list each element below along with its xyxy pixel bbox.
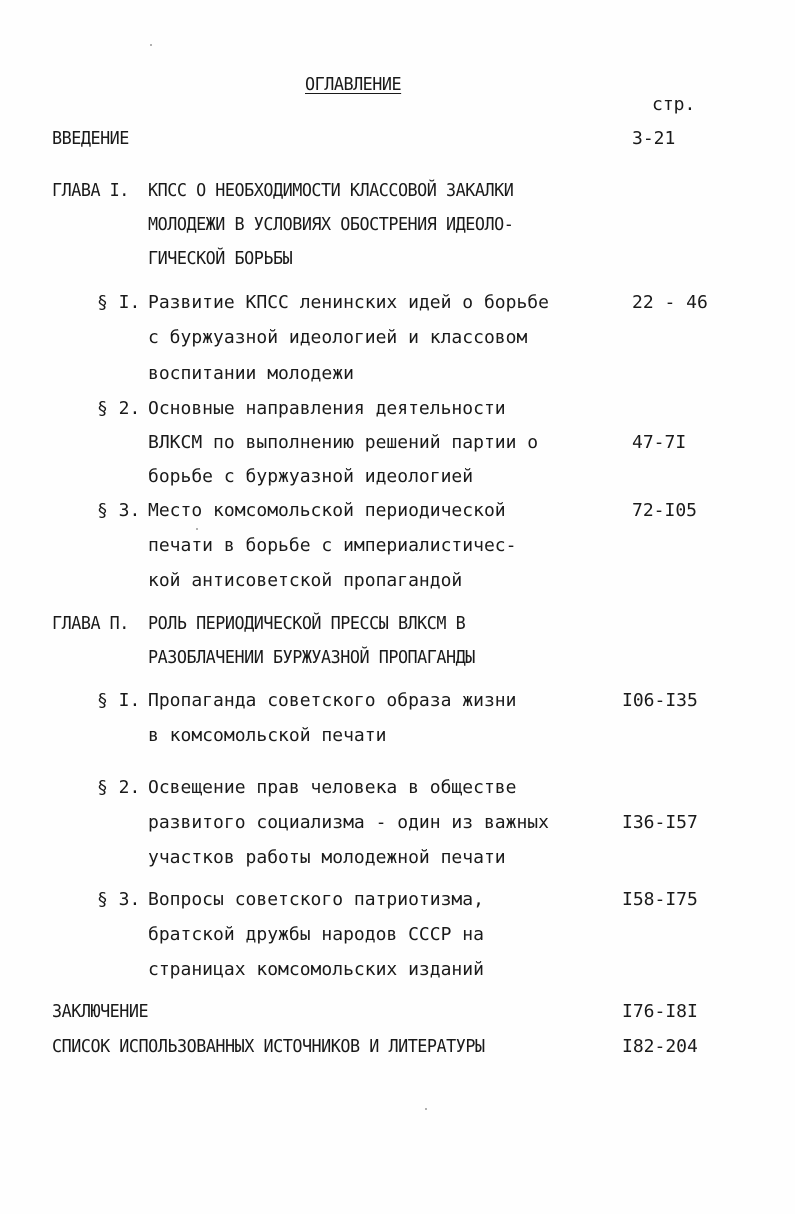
conclusion-label: ЗАКЛЮЧЕНИЕ — [52, 1001, 149, 1022]
ch2-section1-line: Пропаганда советского образа жизни — [148, 690, 517, 711]
intro-label: ВВЕДЕНИЕ — [52, 128, 129, 149]
chapter2-label: ГЛАВА П. — [52, 613, 129, 634]
ch1-section1-line: Развитие КПСС ленинских идей о борьбе — [148, 292, 549, 313]
ch2-section1-pages: I06-I35 — [622, 690, 698, 711]
ch2-section2-line: участков работы молодежной печати — [148, 847, 506, 868]
chapter1-title-line: КПСС О НЕОБХОДИМОСТИ КЛАССОВОЙ ЗАКАЛКИ — [148, 180, 514, 201]
chapter1-title-line: ГИЧЕСКОЙ БОРЬБЫ — [148, 248, 293, 269]
ch2-section3-pages: I58-I75 — [622, 889, 698, 910]
ch1-section2-pages: 47-7I — [632, 432, 687, 453]
ch2-section2-line: развитого социализма - один из важных — [148, 812, 549, 833]
intro-pages: 3-21 — [632, 128, 676, 149]
scan-speck — [196, 528, 198, 530]
ch2-section2-line: Освещение прав человека в обществе — [148, 777, 517, 798]
chapter2-title-line: РАЗОБЛАЧЕНИИ БУРЖУАЗНОЙ ПРОПАГАНДЫ — [148, 647, 475, 668]
scan-speck — [425, 1108, 427, 1110]
ch2-section3-line: Вопросы советского патриотизма, — [148, 889, 484, 910]
ch1-section1-line: воспитании молодежи — [148, 363, 354, 384]
ch1-section2-line: Основные направления деятельности — [148, 398, 506, 419]
sources-pages: I82-204 — [622, 1036, 698, 1057]
scan-speck — [150, 44, 152, 46]
ch1-section1-pages: 22 - 46 — [632, 292, 708, 313]
ch1-section3-line: Место комсомольской периодической — [148, 500, 506, 521]
ch2-section3-line: братской дружбы народов СССР на — [148, 924, 484, 945]
ch1-section1-number: § I. — [97, 292, 141, 313]
page-title: ОГЛАВЛЕНИЕ — [305, 74, 402, 95]
chapter2-title-line: РОЛЬ ПЕРИОДИЧЕСКОЙ ПРЕССЫ ВЛКСМ В — [148, 613, 466, 634]
chapter1-label: ГЛАВА I. — [52, 180, 129, 201]
ch2-section2-number: § 2. — [97, 777, 141, 798]
chapter1-title-line: МОЛОДЕЖИ В УСЛОВИЯХ ОБОСТРЕНИЯ ИДЕОЛО- — [148, 214, 514, 235]
ch1-section1-line: с буржуазной идеологией и классовом — [148, 327, 528, 348]
ch1-section2-line: ВЛКСМ по выполнению решений партии о — [148, 432, 539, 453]
conclusion-pages: I76-I8I — [622, 1001, 698, 1022]
ch2-section3-number: § 3. — [97, 889, 141, 910]
ch2-section2-pages: I36-I57 — [622, 812, 698, 833]
ch1-section3-line: кой антисоветской пропагандой — [148, 570, 463, 591]
ch1-section3-pages: 72-I05 — [632, 500, 698, 521]
ch1-section2-number: § 2. — [97, 398, 141, 419]
page-column-label: стр. — [652, 94, 696, 115]
ch1-section3-number: § 3. — [97, 500, 141, 521]
sources-label: СПИСОК ИСПОЛЬЗОВАННЫХ ИСТОЧНИКОВ И ЛИТЕРАТУРЫ — [52, 1036, 485, 1057]
ch1-section2-line: борьбе с буржуазной идеологией — [148, 466, 474, 487]
ch2-section1-number: § I. — [97, 690, 141, 711]
ch2-section1-line: в комсомольской печати — [148, 725, 387, 746]
ch2-section3-line: страницах комсомольских изданий — [148, 959, 484, 980]
ch1-section3-line: печати в борьбе с империалистичес- — [148, 535, 517, 556]
